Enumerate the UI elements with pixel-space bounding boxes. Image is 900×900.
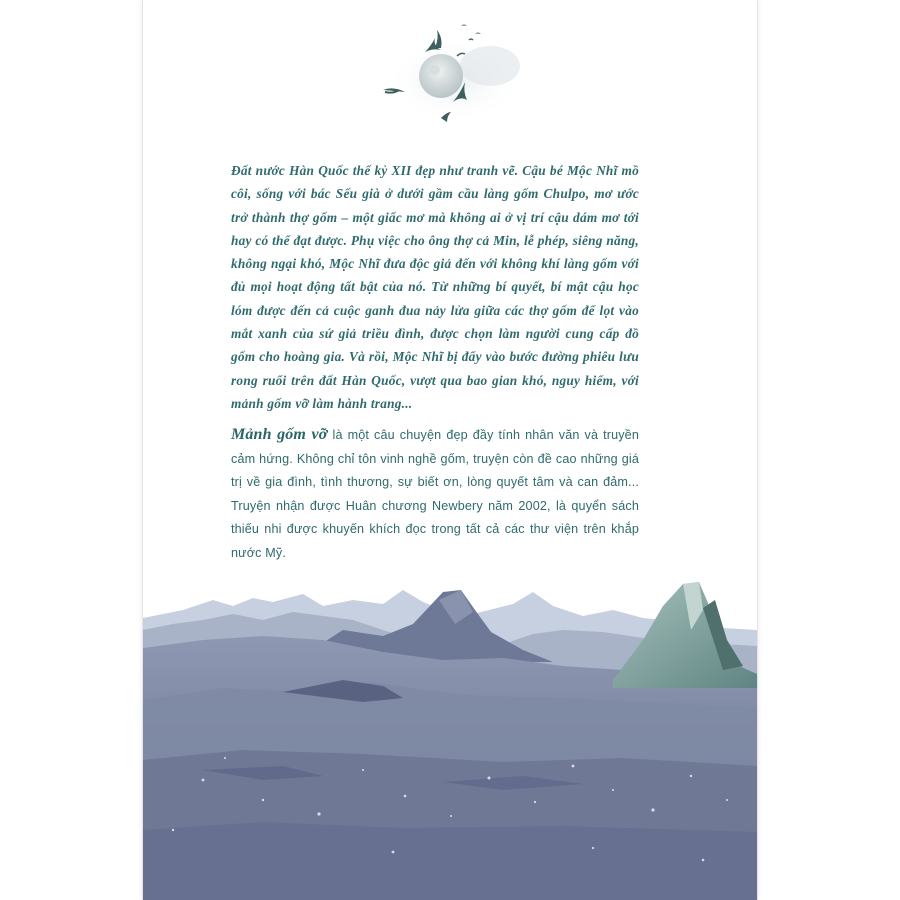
description-body: là một câu chuyện đẹp đầy tính nhân văn và truyền cảm hứng. Không chỉ tôn vinh nghề gốm, truyện còn đề cao những giá trị về gia đình, tình thương, sự biết ơn, lòng quyết tâm và can đảm... Truyện nhận được Huân chương Newbery năm 2002, là quyển sách thiếu nhi được khuyến khích đọc trong tất cả các thư viện trên khắp nước Mỹ. — [231, 428, 639, 560]
landscape-icon — [143, 570, 757, 900]
synopsis-paragraph: Đất nước Hàn Quốc thế kỷ XII đẹp như tranh vẽ. Cậu bé Mộc Nhĩ mồ côi, sống với bác Sếu già ở dưới gầm cầu làng gốm Chulpo, mơ ước trở thành thợ gốm – một giấc mơ mà không ai ở vị trí cậu dám mơ tới hay có thể đạt được. Phụ việc cho ông thợ cả Min, lễ phép, siêng năng, không ngại khó, Mộc Nhĩ đưa độc giả đến với không khí làng gốm với đủ mọi hoạt động tất bật của nó. Từ những bí quyết, bí mật cậu học lóm được đến cả cuộc ganh đua nảy lửa giữa các thợ gốm để lọt vào mắt xanh của sứ giả triều đình, được chọn làm người cung cấp đồ gốm cho hoàng gia. Và rồi, Mộc Nhĩ bị đẩy vào bước đường phiêu lưu rong ruổi trên đất Hàn Quốc, vượt qua bao gian khó, nguy hiểm, với mảnh gốm vỡ làm hành trang... — [231, 163, 639, 411]
book-back-cover — [143, 0, 757, 900]
moon-birds-icon — [375, 18, 535, 138]
book-title: Mảnh gốm vỡ — [231, 426, 328, 443]
description-paragraph — [231, 423, 639, 565]
